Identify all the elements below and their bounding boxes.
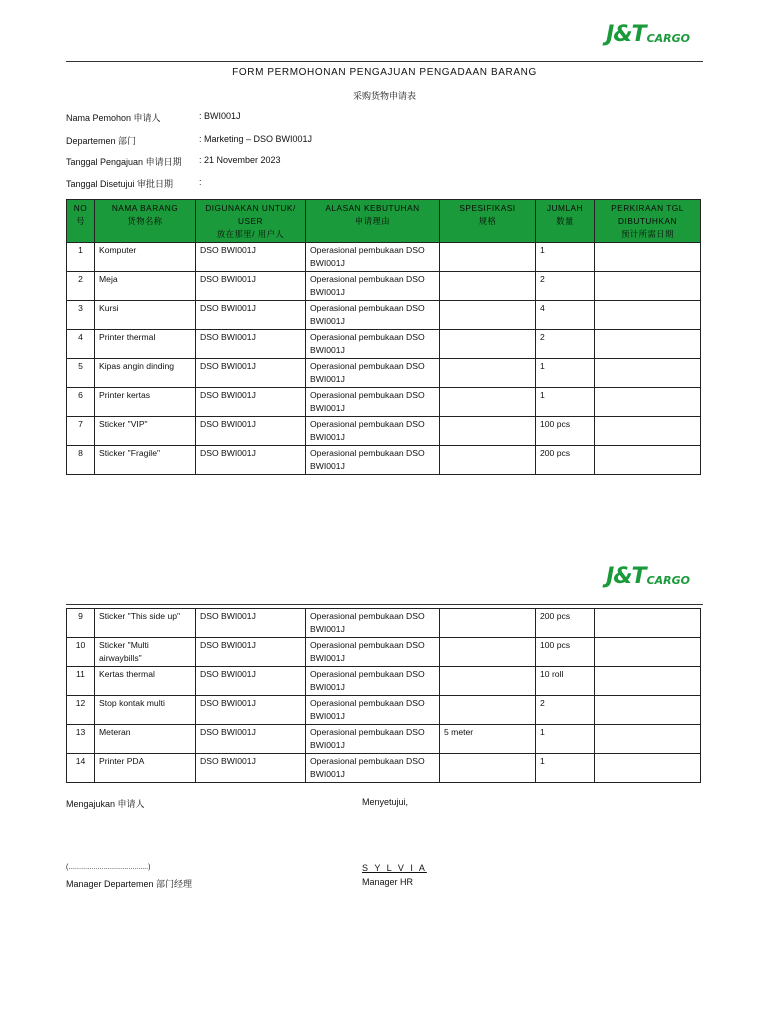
table-row [67,388,701,417]
field-nama-pemohon [66,111,241,124]
field-label: Departemen 部门 [66,136,137,146]
cell-spesifikasi [440,754,536,783]
table-row [67,725,701,754]
table-row [67,417,701,446]
cell-user: DSO BWI001J [196,696,306,725]
cell-user: DSO BWI001J [196,609,306,638]
table-header-row [67,200,701,243]
cell-nama-barang: Sticker "Fragile" [95,446,196,475]
sign-right-name: S Y L V I A [362,863,427,873]
form-subtitle: 采购货物申请表 [352,91,416,101]
cell-alasan: Operasional pembukaan DSO BWI001J [306,667,440,696]
cell-spesifikasi: 5 meter [440,725,536,754]
cell-no: 12 [67,696,95,725]
cell-spesifikasi [440,243,536,272]
header-jumlah: JUMLAH 数量 [536,200,595,243]
cell-alasan: Operasional pembukaan DSO BWI001J [306,417,440,446]
cell-jumlah: 10 roll [536,667,595,696]
field-value: : BWI001J [199,111,241,121]
cell-no: 11 [67,667,95,696]
jt-cargo-logo [606,24,690,46]
table-body-page2 [67,609,701,783]
cell-alasan: Operasional pembukaan DSO BWI001J [306,446,440,475]
cell-perkiraan-tgl [595,667,701,696]
header-alasan: ALASAN KEBUTUHAN 申请理由 [306,200,440,243]
field-label: Tanggal Disetujui 审批日期 [66,179,174,189]
field-label: Tanggal Pengajuan 申请日期 [66,157,182,167]
sign-right-title: Manager HR [362,877,414,887]
logo-mark: J&T [606,564,646,589]
cell-no: 10 [67,638,95,667]
field-label: Nama Pemohon 申请人 [66,113,161,123]
cell-user: DSO BWI001J [196,272,306,301]
cell-spesifikasi [440,330,536,359]
cell-nama-barang: Kertas thermal [95,667,196,696]
cell-user: DSO BWI001J [196,754,306,783]
cell-user: DSO BWI001J [196,417,306,446]
table-body-page1 [67,243,701,475]
cell-nama-barang: Meja [95,272,196,301]
cell-alasan: Operasional pembukaan DSO BWI001J [306,696,440,725]
cell-alasan: Operasional pembukaan DSO BWI001J [306,301,440,330]
header-divider [66,61,703,62]
cell-nama-barang: Printer thermal [95,330,196,359]
cell-no: 14 [67,754,95,783]
cell-jumlah: 200 pcs [536,446,595,475]
table-row [67,638,701,667]
table-row [67,696,701,725]
cell-jumlah: 2 [536,696,595,725]
cell-jumlah: 1 [536,388,595,417]
field-value: : Marketing – DSO BWI001J [199,134,313,144]
cell-spesifikasi [440,272,536,301]
logo-mark: J&T [606,22,646,47]
cell-perkiraan-tgl [595,446,701,475]
cell-jumlah: 100 pcs [536,417,595,446]
cell-jumlah: 1 [536,725,595,754]
cell-perkiraan-tgl [595,725,701,754]
cell-no: 1 [67,243,95,272]
header-no: NO 号 [67,200,95,243]
table-row [67,667,701,696]
cell-user: DSO BWI001J [196,667,306,696]
cell-alasan: Operasional pembukaan DSO BWI001J [306,754,440,783]
field-value: : 21 November 2023 [199,155,281,165]
cell-user: DSO BWI001J [196,388,306,417]
cell-perkiraan-tgl [595,272,701,301]
cell-alasan: Operasional pembukaan DSO BWI001J [306,725,440,754]
cell-jumlah: 4 [536,301,595,330]
form-title: FORM PERMOHONAN PENGAJUAN PENGADAAN BARANG [232,67,537,78]
cell-no: 3 [67,301,95,330]
field-departemen [66,134,312,147]
cell-no: 5 [67,359,95,388]
field-tanggal-pengajuan [66,155,281,168]
cell-no: 9 [67,609,95,638]
cell-nama-barang: Sticker "VIP" [95,417,196,446]
logo-sub: CARGO [646,574,690,587]
cell-user: DSO BWI001J [196,638,306,667]
cell-alasan: Operasional pembukaan DSO BWI001J [306,272,440,301]
cell-perkiraan-tgl [595,638,701,667]
cell-perkiraan-tgl [595,359,701,388]
cell-no: 13 [67,725,95,754]
cell-user: DSO BWI001J [196,330,306,359]
cell-alasan: Operasional pembukaan DSO BWI001J [306,609,440,638]
jt-cargo-logo-page2 [606,566,690,588]
cell-perkiraan-tgl [595,609,701,638]
header-divider-page2 [66,604,703,605]
cell-perkiraan-tgl [595,388,701,417]
cell-perkiraan-tgl [595,696,701,725]
cell-user: DSO BWI001J [196,725,306,754]
cell-nama-barang: Komputer [95,243,196,272]
cell-jumlah: 200 pcs [536,609,595,638]
cell-spesifikasi [440,638,536,667]
cell-perkiraan-tgl [595,417,701,446]
cell-user: DSO BWI001J [196,359,306,388]
cell-nama-barang: Sticker "Multi airwaybills" [95,638,196,667]
items-table-page2 [66,608,701,783]
cell-nama-barang: Kursi [95,301,196,330]
cell-jumlah: 1 [536,754,595,783]
cell-user: DSO BWI001J [196,301,306,330]
cell-alasan: Operasional pembukaan DSO BWI001J [306,359,440,388]
table-row [67,359,701,388]
cell-spesifikasi [440,417,536,446]
table-row [67,609,701,638]
sign-left-title: Manager Departemen 部门经理 [66,879,193,889]
cell-nama-barang: Printer PDA [95,754,196,783]
cell-alasan: Operasional pembukaan DSO BWI001J [306,243,440,272]
cell-alasan: Operasional pembukaan DSO BWI001J [306,638,440,667]
cell-jumlah: 1 [536,359,595,388]
table-row [67,301,701,330]
cell-alasan: Operasional pembukaan DSO BWI001J [306,330,440,359]
header-nama-barang: NAMA BARANG 货物名称 [95,200,196,243]
field-value: : [199,177,202,187]
cell-spesifikasi [440,446,536,475]
table-row [67,272,701,301]
cell-nama-barang: Meteran [95,725,196,754]
cell-spesifikasi [440,667,536,696]
items-table-page1 [66,199,701,475]
cell-perkiraan-tgl [595,754,701,783]
table-row [67,754,701,783]
cell-spesifikasi [440,359,536,388]
cell-jumlah: 100 pcs [536,638,595,667]
cell-perkiraan-tgl [595,301,701,330]
table-row [67,243,701,272]
cell-no: 4 [67,330,95,359]
cell-spesifikasi [440,301,536,330]
cell-alasan: Operasional pembukaan DSO BWI001J [306,388,440,417]
table-row [67,330,701,359]
cell-spesifikasi [440,388,536,417]
cell-nama-barang: Kipas angin dinding [95,359,196,388]
header-perkiraan-tgl: PERKIRAAN TGL DIBUTUHKAN 预计所需日期 [595,200,701,243]
cell-perkiraan-tgl [595,243,701,272]
cell-no: 6 [67,388,95,417]
cell-user: DSO BWI001J [196,446,306,475]
header-spesifikasi: SPESIFIKASI 规格 [440,200,536,243]
field-tanggal-disetujui [66,177,202,190]
cell-nama-barang: Sticker "This side up" [95,609,196,638]
logo-sub: CARGO [646,32,690,45]
cell-spesifikasi [440,609,536,638]
sign-right-label: Menyetujui, [362,797,409,807]
cell-spesifikasi [440,696,536,725]
cell-jumlah: 2 [536,272,595,301]
cell-user: DSO BWI001J [196,243,306,272]
cell-jumlah: 2 [536,330,595,359]
cell-nama-barang: Stop kontak multi [95,696,196,725]
cell-no: 8 [67,446,95,475]
cell-jumlah: 1 [536,243,595,272]
cell-no: 2 [67,272,95,301]
table-row [67,446,701,475]
sign-left-label: Mengajukan 申请人 [66,799,145,809]
cell-no: 7 [67,417,95,446]
cell-nama-barang: Printer kertas [95,388,196,417]
header-digunakan-untuk: DIGUNAKAN UNTUK/ USER 放在那里/ 用户人 [196,200,306,243]
sign-left-name: (.........................................) [66,864,151,871]
cell-perkiraan-tgl [595,330,701,359]
